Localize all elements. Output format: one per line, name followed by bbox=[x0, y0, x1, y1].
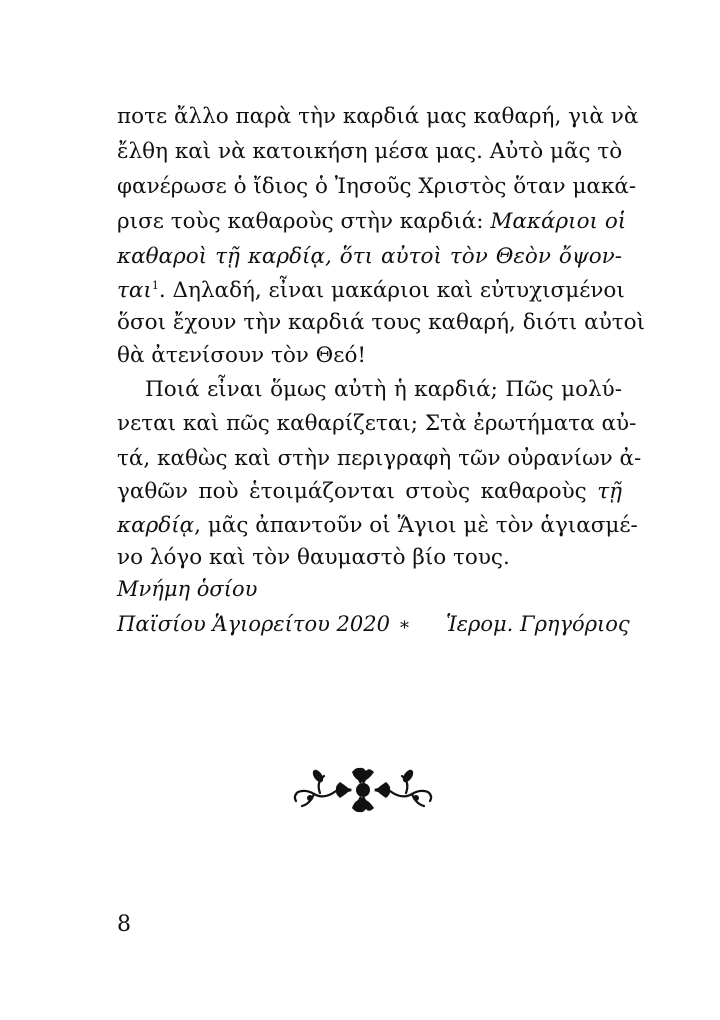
text-line: νο λόγο καὶ τὸν θαυμαστὸ βίο τους. bbox=[117, 545, 510, 570]
text-line: θὰ ἀτενίσουν τὸν Θεό! bbox=[117, 343, 367, 368]
fleuron-cross-icon bbox=[290, 764, 435, 816]
quote-span: τῇ bbox=[597, 479, 622, 504]
signature-separator: ⁎ bbox=[400, 612, 409, 633]
text-line: φανέρωσε ὁ ἴδιος ὁ Ἰησοῦς Χριστὸς ὅταν μακά- bbox=[117, 174, 637, 199]
signature-date-line2: Παϊσίου Ἁγιορείτου 2020 bbox=[117, 612, 390, 636]
paragraph-start-line: Ποιά εἶναι ὅμως αὐτὴ ἡ καρδιά; Πῶς μολύ- bbox=[145, 377, 622, 402]
text-line bbox=[117, 205, 627, 239]
text-span: . Δηλαδή, εἶναι μακάριοι καὶ εὐτυχισμένοι bbox=[158, 278, 625, 303]
text-line bbox=[117, 509, 638, 543]
text-line: ὅσοι ἔχουν τὴν καρδιά τους καθαρή, διότι αὐτοὶ bbox=[117, 310, 646, 335]
page-number: 8 bbox=[117, 912, 131, 937]
signature-author: Ἱερομ. Γρηγόριος bbox=[446, 612, 630, 636]
text-line bbox=[117, 475, 622, 509]
quote-span: Μακάριοι οἱ bbox=[490, 209, 627, 234]
text-line: ποτε ἄλλο παρὰ τὴν καρδιά μας καθαρή, γιὰ νὰ bbox=[117, 104, 639, 129]
quote-line: καθαροὶ τῇ καρδίᾳ, ὅτι αὐτοὶ τὸν Θεὸν ὄψον- bbox=[117, 244, 622, 269]
signature-date-line1: Μνήμη ὁσίου bbox=[117, 577, 258, 601]
text-line: νεται καὶ πῶς καθαρίζεται; Στὰ ἐρωτήματα αὐ- bbox=[117, 411, 637, 436]
text-span: , μᾶς ἀπαντοῦν οἱ Ἅγιοι μὲ τὸν ἁγιασμέ- bbox=[194, 513, 638, 538]
text-line bbox=[117, 274, 625, 308]
quote-span: καρδίᾳ bbox=[117, 513, 195, 538]
quote-span: ται bbox=[117, 278, 152, 303]
text-span: γαθῶν ποὺ ἑτοιμάζονται στοὺς καθαροὺς bbox=[117, 479, 587, 504]
text-line: τά, καθὼς καὶ στὴν περιγραφὴ τῶν οὐρανίων ἀ- bbox=[117, 446, 642, 471]
text-line: ἔλθη καὶ νὰ κατοικήση μέσα μας. Αὐτὸ μᾶς τὸ bbox=[117, 139, 623, 164]
text-span: ρισε τοὺς καθαροὺς στὴν καρδιά: bbox=[117, 209, 484, 234]
footnote-mark: 1 bbox=[151, 279, 159, 292]
